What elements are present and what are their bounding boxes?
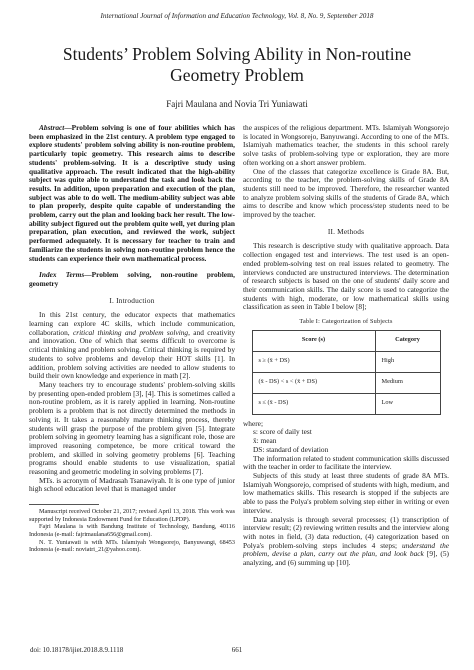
methods-heading: II. Methods bbox=[327, 226, 365, 236]
footnote-3: N. T. Yuniawati is with MTs. Islamiyah Wongsorejo, Banyuwangi, 68453 Indonesia (e-mail: noviatri_21@yahoo.com). bbox=[29, 538, 235, 554]
methods-paragraph-4 bbox=[243, 516, 449, 568]
table-caption: Table I: Categorization of Subjects bbox=[299, 318, 393, 326]
categorization-table bbox=[252, 330, 441, 415]
right-column bbox=[243, 124, 449, 568]
title-line-1: Students’ Problem Solving Ability in Non-routine bbox=[62, 44, 412, 64]
table-header-score: Score (s) bbox=[252, 330, 375, 351]
analysis-part-a: Data analysis is through several processes; (1) transcription of interview result; (2) reviewing written results and the interview along with notes in field, (3) data reduction, (4) categorization based on Polya's problem-solving steps includes 4 steps; bbox=[243, 514, 449, 550]
index-terms-label: Index Terms bbox=[39, 270, 85, 280]
where-item-3: DS: standard of deviation bbox=[253, 444, 329, 454]
abstract-text: —Problem solving is one of four abilities which has been emphasized in the 21st century. A problem type engaged to explore students' problem solving ability is non-routine problem, particularly topic geometry. This research aims to describe students' problem-solving. It is a descriptive study using qualitative approach. The result indicated that the high-ability subject was quite able to understand the task and look back the results. In addition, upon preparation and execution of the plan, subject was able to do well. The medium-ability subject was able to plan properly, despite quite capable of understanding the problem, carry out the plan and looking back her result. The low-ability subject figured out the problem quite well, yet during plan preparation, plan execution, and reviewed the work, subject performed adequately. It is necessary for teacher to train and familiarize the students in solving non-routine problem hence the students can experience their own mathematical process. bbox=[29, 123, 235, 263]
table-cell-category: Low bbox=[375, 393, 440, 414]
index-terms-text: —Problem solving, non-routine problem, geometry bbox=[29, 270, 235, 288]
intro-p1-part-c: , and creativity and innovation. One of which that seems difficult to overcome is critical thinking and problem solving. Critical thinking is required by students to solve problems and develop their HOT skills [1]. In addition, problem solving activities are needed to allow students to build their own knowledge and experience in math [2]. bbox=[29, 327, 235, 381]
methods-paragraph-2: The information related to student communication skills discussed with the teacher in order to facilitate the interview. bbox=[243, 453, 449, 472]
table-header-row bbox=[252, 330, 440, 351]
footnote-2: Fajri Maulana is with Bandung Institute of Technology, Bandung, 40116 Indonesia (e-mail: fajrimaulana656@gmail.com). bbox=[29, 523, 235, 538]
index-terms bbox=[29, 271, 235, 288]
abstract-label: Abstract bbox=[39, 123, 65, 132]
intro-paragraph-1 bbox=[29, 311, 235, 381]
table-row bbox=[252, 393, 440, 414]
where-label: where; bbox=[243, 418, 263, 428]
analysis-italic: understand the problem, devise a plan, carry out the plan, and look back bbox=[243, 540, 449, 559]
intro-paragraph-3: MTs. is acronym of Madrasah Tsanawiyah. It is one type of junior high school education level that is managed under bbox=[29, 475, 235, 494]
journal-header: International Journal of Information and Education Technology, Vol. 8, No. 9, September 2018 bbox=[100, 12, 374, 20]
table-row bbox=[252, 372, 440, 393]
table-header-category: Category bbox=[375, 330, 440, 351]
methods-paragraph-3: Subjects of this study at least three students of grade 8A MTs. Islamiyah Wongsorejo, comprised of students with high, medium, and low mathematics skills. This research is stopped if the subjects are able to pass the Polya's problem solving step either in writing or even interview. bbox=[243, 470, 449, 515]
table-cell-category: Medium bbox=[375, 372, 440, 393]
intro-p1-part-a: In this 21st century, the educator expects that mathematics learning can explore 4C skills, which include communication, collaboration, bbox=[29, 310, 235, 337]
where-item-2: x̄: mean bbox=[253, 436, 277, 446]
footnote-rule bbox=[29, 504, 99, 505]
table-cell-score: s ≤ (x̄ - DS) bbox=[252, 393, 375, 414]
intro-paragraph-2: Many teachers try to encourage students' problem-solving skills by presenting open-ended problem [3], [4]. This is sometimes called a non-routine problem, as it is rarely applied in learning. Non-routine problem is a problem that is not directly determined the methods in solving it. It takes a reasonably mature thinking process, thereby students will grasp the purpose of the problem given [5]. Integrate problem solving in geometry learning has a significant role, those are improved reasoning competence, be more critical toward the problem, and skilled in solving geometry problems [6]. Teaching programs should enable students to use visualization, spatial reasoning and geometric modeling in solving problems [7]. bbox=[29, 379, 235, 477]
table-cell-score: s ≥ (x̄ + DS) bbox=[252, 351, 375, 372]
doi: doi: 10.18178/ijiet.2018.8.9.1118 bbox=[30, 646, 124, 654]
authors: Fajri Maulana and Novia Tri Yuniawati bbox=[166, 99, 308, 109]
intro-p1-italic: critical thinking and problem solving bbox=[72, 327, 189, 337]
methods-paragraph-1: This research is descriptive study with qualitative approach. Data collection engaged test and interviews. The test used is an open-ended problem-solving test on real issues related to geometry. The interviews conducted are unstructured interviews. The determination of research subjects is based on the one of students' daily score and their communication skills. The daily score is used to categorize the students with high, moderate, or low mathematical skills using classification as seen in Table I below [8]; bbox=[243, 241, 449, 312]
right-paragraph-1: the auspices of the religious department. MTs. Islamiyah Wongsorejo is located in Wongsorejo, Banyuwangi. According to one of the MTs. Islamiyah mathematics teacher, the students in this school rarely solve tasks of problem-solving type or exploration, they are more often working on a short answer problem. bbox=[243, 123, 449, 167]
abstract bbox=[29, 124, 235, 263]
table-row bbox=[252, 351, 440, 372]
analysis-part-c: [9], (5) analyzing, and (6) summing up [10]. bbox=[243, 549, 449, 568]
left-column bbox=[29, 124, 235, 554]
where-item-1: s: score of daily test bbox=[253, 427, 312, 437]
paper-title bbox=[40, 44, 434, 86]
footnote-1: Manuscript received October 21, 2017; revised April 13, 2018. This work was supported by Indonesia Endowment Fund for Education (LPDP). bbox=[29, 508, 235, 523]
intro-heading: I. Introduction bbox=[109, 295, 155, 305]
right-paragraph-2: One of the classes that categorize excellence is Grade 8A. But, according to the teacher, the problem-solving skills of Grade 8A students still need to be improved. Therefore, the researcher wanted to analyze problem solving skills of the students of Grade 8A, which aims to describe and know which process/step students need to be improved by the teacher. bbox=[243, 166, 449, 220]
table-cell-category: High bbox=[375, 351, 440, 372]
page-number: 661 bbox=[231, 646, 243, 654]
table-cell-score: (x̄ - DS) < s < (x̄ + DS) bbox=[252, 372, 375, 393]
title-line-2: Geometry Problem bbox=[170, 65, 304, 85]
